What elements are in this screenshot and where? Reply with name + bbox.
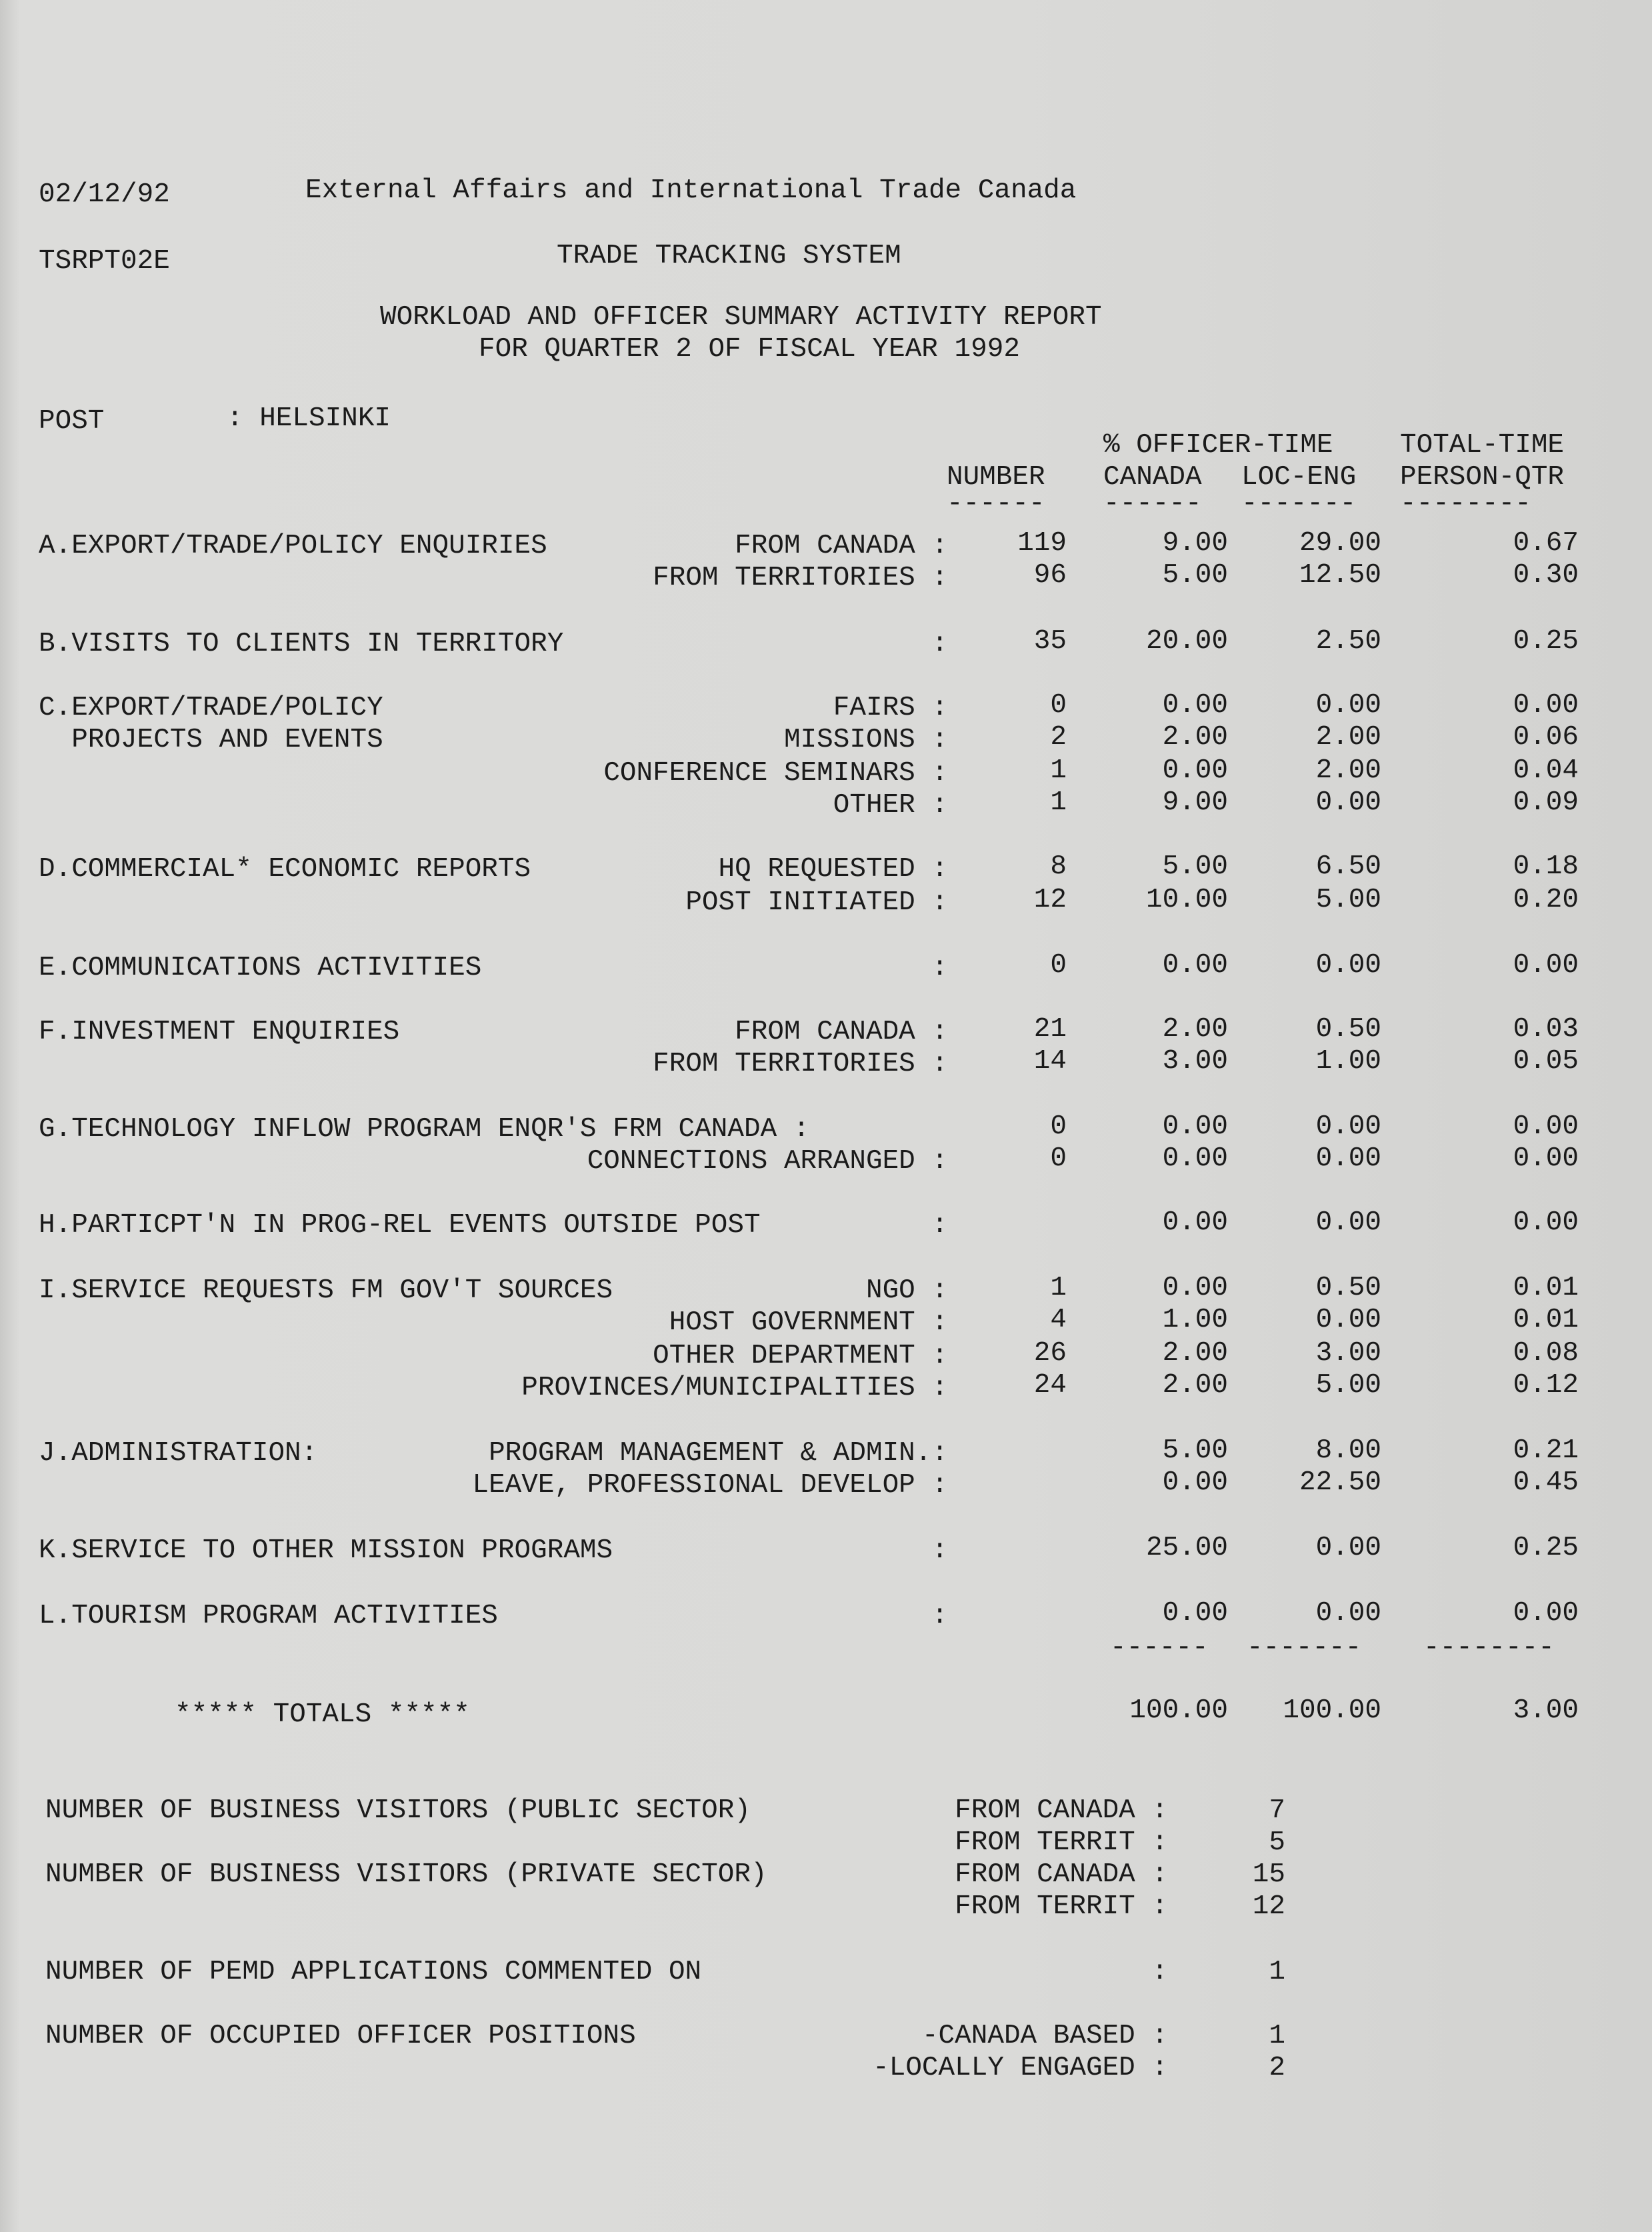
summary-value: 1	[1269, 2021, 1285, 2051]
totals-canada: 100.00	[1129, 1695, 1228, 1726]
row-canada: 2.00	[1162, 1014, 1228, 1045]
row-number: 4	[1050, 1305, 1067, 1335]
row-canada: 20.00	[1145, 626, 1228, 657]
row-person-qtr: 0.25	[1513, 1533, 1579, 1563]
row-number: 1	[1050, 1273, 1067, 1303]
row-category: G.TECHNOLOGY INFLOW PROGRAM ENQR'S FRM CANADA :	[39, 1114, 810, 1145]
row-subcategory: PROGRAM MANAGEMENT & ADMIN.:	[489, 1438, 948, 1469]
row-person-qtr: 0.03	[1513, 1014, 1579, 1045]
row-subcategory: FAIRS :	[833, 693, 948, 723]
row-number: 0	[1050, 1111, 1067, 1142]
row-category: A.EXPORT/TRADE/POLICY ENQUIRIES	[39, 531, 547, 561]
totals-label: ***** TOTALS *****	[175, 1699, 470, 1730]
canada-header: CANADA	[1103, 462, 1202, 493]
row-person-qtr: 0.45	[1513, 1467, 1579, 1498]
row-subcategory: MISSIONS :	[783, 725, 948, 755]
row-loc-eng: 8.00	[1315, 1435, 1381, 1466]
row-number: 96	[1033, 560, 1067, 591]
row-loc-eng: 5.00	[1315, 885, 1381, 915]
summary-label: NUMBER OF BUSINESS VISITORS (PUBLIC SECTOR)	[45, 1795, 751, 1826]
row-person-qtr: 0.00	[1513, 950, 1579, 981]
row-category: K.SERVICE TO OTHER MISSION PROGRAMS	[39, 1535, 613, 1566]
row-subcategory: :	[931, 953, 948, 983]
row-loc-eng: 0.00	[1315, 1305, 1381, 1335]
row-loc-eng: 0.00	[1315, 1111, 1381, 1142]
row-person-qtr: 0.00	[1513, 1598, 1579, 1629]
post-label: POST	[39, 406, 105, 437]
row-person-qtr: 0.00	[1513, 1143, 1579, 1174]
row-canada: 2.00	[1162, 722, 1228, 753]
row-canada: 0.00	[1162, 755, 1228, 786]
row-canada: 10.00	[1145, 885, 1228, 915]
number-header: NUMBER	[947, 462, 1045, 493]
summary-value: 15	[1252, 1859, 1285, 1890]
row-number: 2	[1050, 722, 1067, 753]
row-loc-eng: 0.00	[1315, 1598, 1381, 1629]
row-subcategory: OTHER DEPARTMENT :	[653, 1341, 948, 1371]
post-value: : HELSINKI	[227, 403, 391, 434]
row-category: L.TOURISM PROGRAM ACTIVITIES	[39, 1601, 498, 1631]
row-loc-eng: 0.00	[1315, 1143, 1381, 1174]
row-person-qtr: 0.05	[1513, 1046, 1579, 1077]
row-category: B.VISITS TO CLIENTS IN TERRITORY	[39, 629, 564, 659]
summary-subcategory: -CANADA BASED :	[921, 2021, 1168, 2051]
row-loc-eng: 2.00	[1315, 722, 1381, 753]
number-rule: ------	[947, 489, 1045, 519]
summary-value: 1	[1269, 1957, 1285, 1987]
row-person-qtr: 0.06	[1513, 722, 1579, 753]
row-loc-eng: 3.00	[1315, 1338, 1381, 1369]
row-loc-eng: 0.00	[1315, 1207, 1381, 1238]
row-number: 26	[1033, 1338, 1067, 1369]
row-person-qtr: 0.08	[1513, 1338, 1579, 1369]
row-canada: 0.00	[1162, 1111, 1228, 1142]
totals-person-rule: --------	[1423, 1633, 1555, 1663]
summary-value: 7	[1269, 1795, 1285, 1826]
row-number: 119	[1017, 528, 1067, 559]
row-canada: 25.00	[1145, 1533, 1228, 1563]
loc-eng-rule: -------	[1241, 489, 1357, 519]
row-subcategory: :	[931, 1601, 948, 1631]
row-subcategory: HOST GOVERNMENT :	[669, 1307, 948, 1338]
row-subcategory: FROM TERRITORIES :	[653, 563, 948, 593]
row-loc-eng: 22.50	[1299, 1467, 1381, 1498]
canada-rule: ------	[1103, 489, 1202, 519]
row-category: I.SERVICE REQUESTS FM GOV'T SOURCES	[39, 1275, 613, 1306]
row-subcategory: :	[931, 1210, 948, 1241]
summary-subcategory: FROM TERRIT :	[955, 1891, 1168, 1922]
row-loc-eng: 0.50	[1315, 1273, 1381, 1303]
row-canada: 1.00	[1162, 1305, 1228, 1335]
row-subcategory: :	[931, 1535, 948, 1566]
report-code: TSRPT02E	[39, 246, 170, 277]
row-canada: 0.00	[1162, 1207, 1228, 1238]
row-category: C.EXPORT/TRADE/POLICY	[39, 693, 383, 723]
row-person-qtr: 0.20	[1513, 885, 1579, 915]
row-number: 0	[1050, 1143, 1067, 1174]
row-subcategory: CONNECTIONS ARRANGED :	[587, 1146, 948, 1177]
person-qtr-header: PERSON-QTR	[1400, 462, 1565, 493]
row-subcategory: FROM CANADA :	[735, 531, 948, 561]
summary-subcategory: FROM CANADA :	[955, 1859, 1168, 1890]
row-person-qtr: 0.00	[1513, 690, 1579, 721]
row-subcategory: FROM TERRITORIES :	[653, 1049, 948, 1079]
row-loc-eng: 1.00	[1315, 1046, 1381, 1077]
summary-value: 12	[1252, 1891, 1285, 1922]
totals-loc-eng: 100.00	[1283, 1695, 1381, 1726]
summary-subcategory: FROM CANADA :	[955, 1795, 1168, 1826]
summary-label: NUMBER OF PEMD APPLICATIONS COMMENTED ON	[45, 1957, 702, 1987]
row-category: D.COMMERCIAL* ECONOMIC REPORTS	[39, 854, 531, 885]
row-person-qtr: 0.18	[1513, 851, 1579, 882]
loc-eng-header: LOC-ENG	[1241, 462, 1357, 493]
total-time-header: TOTAL-TIME	[1400, 430, 1565, 461]
row-loc-eng: 29.00	[1299, 528, 1381, 559]
row-category: E.COMMUNICATIONS ACTIVITIES	[39, 953, 482, 983]
system-name: TRADE TRACKING SYSTEM	[557, 241, 901, 271]
row-subcategory: HQ REQUESTED :	[718, 854, 948, 885]
row-loc-eng: 6.50	[1315, 851, 1381, 882]
row-loc-eng: 12.50	[1299, 560, 1381, 591]
totals-canada-rule: ------	[1110, 1633, 1209, 1663]
row-loc-eng: 0.50	[1315, 1014, 1381, 1045]
row-category: F.INVESTMENT ENQUIRIES	[39, 1017, 400, 1047]
row-number: 21	[1033, 1014, 1067, 1045]
row-canada: 0.00	[1162, 1467, 1228, 1498]
row-category: J.ADMINISTRATION:	[39, 1438, 318, 1469]
row-loc-eng: 2.50	[1315, 626, 1381, 657]
row-person-qtr: 0.00	[1513, 1111, 1579, 1142]
row-loc-eng: 0.00	[1315, 787, 1381, 818]
row-canada: 0.00	[1162, 690, 1228, 721]
row-loc-eng: 0.00	[1315, 1533, 1381, 1563]
row-subcategory: NGO :	[865, 1275, 948, 1306]
row-subcategory: CONFERENCE SEMINARS :	[603, 758, 948, 789]
row-subcategory: POST INITIATED :	[685, 887, 948, 918]
summary-subcategory: :	[1151, 1957, 1168, 1987]
row-number: 1	[1050, 755, 1067, 786]
row-canada: 5.00	[1162, 1435, 1228, 1466]
row-loc-eng: 0.00	[1315, 950, 1381, 981]
report-date: 02/12/92	[39, 179, 170, 210]
row-person-qtr: 0.30	[1513, 560, 1579, 591]
row-person-qtr: 0.21	[1513, 1435, 1579, 1466]
row-number: 12	[1033, 885, 1067, 915]
summary-value: 5	[1269, 1827, 1285, 1858]
row-person-qtr: 0.01	[1513, 1305, 1579, 1335]
row-canada: 0.00	[1162, 950, 1228, 981]
summary-label: NUMBER OF BUSINESS VISITORS (PRIVATE SECTOR)	[45, 1859, 767, 1890]
row-number: 24	[1033, 1370, 1067, 1401]
row-canada: 3.00	[1162, 1046, 1228, 1077]
row-subcategory: LEAVE, PROFESSIONAL DEVELOP :	[472, 1470, 948, 1501]
row-subcategory: :	[931, 629, 948, 659]
row-person-qtr: 0.01	[1513, 1273, 1579, 1303]
row-person-qtr: 0.25	[1513, 626, 1579, 657]
row-loc-eng: 5.00	[1315, 1370, 1381, 1401]
row-number: 0	[1050, 690, 1067, 721]
report-title: WORKLOAD AND OFFICER SUMMARY ACTIVITY REPORT	[380, 302, 1102, 333]
row-number: 14	[1033, 1046, 1067, 1077]
row-number: 1	[1050, 787, 1067, 818]
row-person-qtr: 0.09	[1513, 787, 1579, 818]
totals-person: 3.00	[1513, 1695, 1579, 1726]
row-category: H.PARTICPT'N IN PROG-REL EVENTS OUTSIDE POST	[39, 1210, 761, 1241]
totals-loc-eng-rule: -------	[1247, 1633, 1362, 1663]
report-subtitle: FOR QUARTER 2 OF FISCAL YEAR 1992	[479, 334, 1020, 365]
row-person-qtr: 0.04	[1513, 755, 1579, 786]
organization-name: External Affairs and International Trade Canada	[305, 175, 1077, 206]
row-number: 0	[1050, 950, 1067, 981]
row-canada: 0.00	[1162, 1143, 1228, 1174]
summary-label: NUMBER OF OCCUPIED OFFICER POSITIONS	[45, 2021, 636, 2051]
row-subcategory: FROM CANADA :	[735, 1017, 948, 1047]
row-category: PROJECTS AND EVENTS	[39, 725, 383, 755]
row-canada: 5.00	[1162, 851, 1228, 882]
row-number: 35	[1033, 626, 1067, 657]
row-person-qtr: 0.12	[1513, 1370, 1579, 1401]
row-canada: 9.00	[1162, 528, 1228, 559]
row-canada: 5.00	[1162, 560, 1228, 591]
row-canada: 0.00	[1162, 1598, 1228, 1629]
summary-subcategory: -LOCALLY ENGAGED :	[873, 2053, 1168, 2083]
row-loc-eng: 0.00	[1315, 690, 1381, 721]
row-loc-eng: 2.00	[1315, 755, 1381, 786]
row-person-qtr: 0.67	[1513, 528, 1579, 559]
person-qtr-rule: --------	[1400, 489, 1531, 519]
row-subcategory: PROVINCES/MUNICIPALITIES :	[521, 1373, 948, 1403]
row-person-qtr: 0.00	[1513, 1207, 1579, 1238]
row-canada: 2.00	[1162, 1370, 1228, 1401]
row-subcategory: OTHER :	[833, 790, 948, 821]
summary-subcategory: FROM TERRIT :	[955, 1827, 1168, 1858]
summary-value: 2	[1269, 2053, 1285, 2083]
row-canada: 9.00	[1162, 787, 1228, 818]
row-canada: 0.00	[1162, 1273, 1228, 1303]
row-number: 8	[1050, 851, 1067, 882]
row-canada: 2.00	[1162, 1338, 1228, 1369]
officer-time-header: % OFFICER-TIME	[1103, 430, 1333, 461]
